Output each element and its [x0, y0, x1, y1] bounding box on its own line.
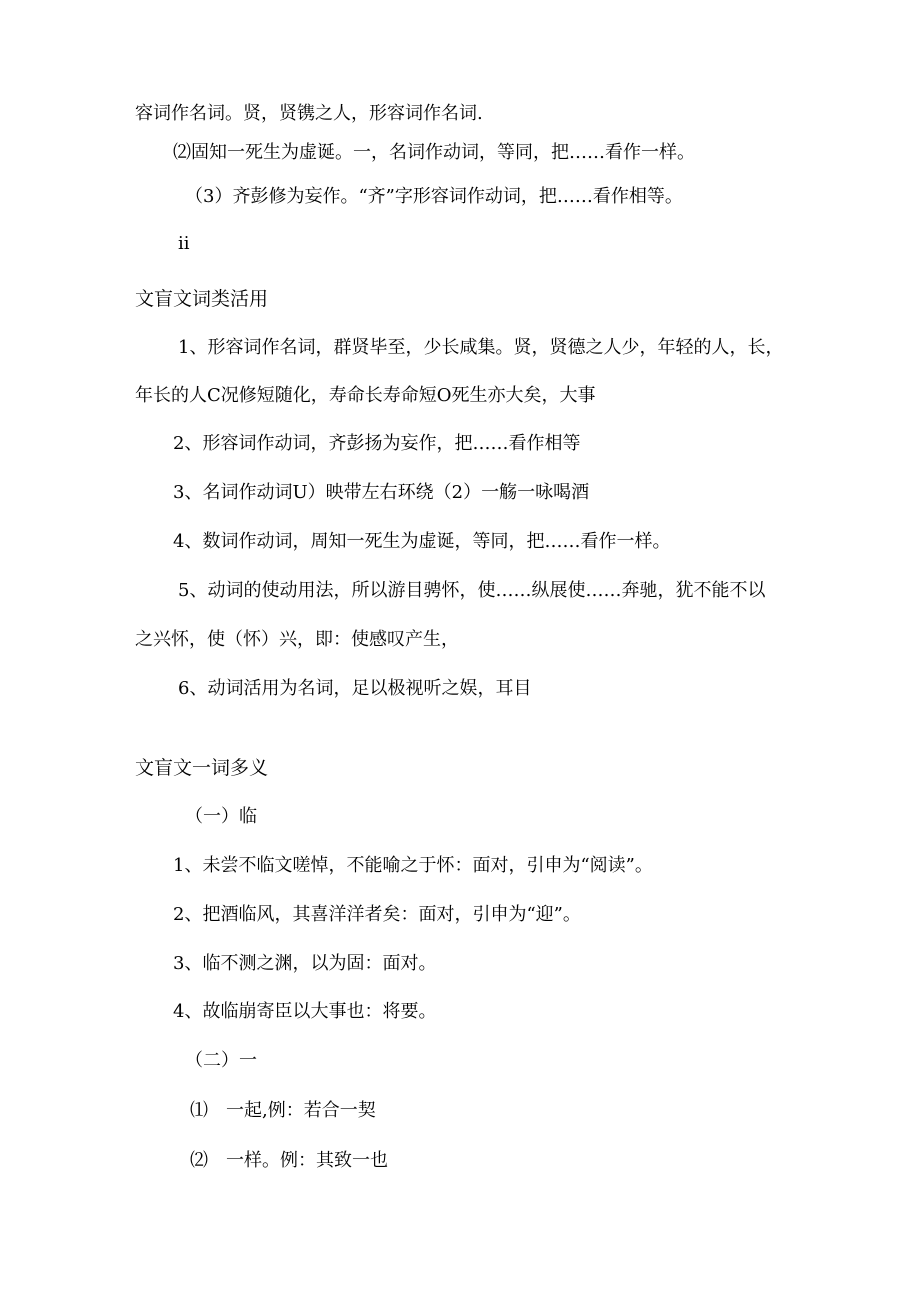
list-item: 1、未尝不临文嗟悼，不能喻之于怀：面对，引申为“阅读”。 — [173, 855, 653, 876]
list-item: 5、动词的使动用法，所以游目骋怀，使……纵展使……奔驰，犹不能不以 — [178, 580, 766, 601]
subsection-title-yi: （二）一 — [185, 1050, 257, 1071]
list-item: 2、把酒临风，其喜洋洋者矣：面对，引申为“迎”。 — [173, 904, 581, 925]
section-heading-polysemy: 文盲文一词多义 — [135, 757, 269, 779]
paragraph-line-2: ⑵固知一死生为虚诞。一，名词作动词，等同，把……看作一样。 — [173, 142, 695, 163]
list-item: 3、名词作动词U）映带左右环绕（2）一觞一咏喝酒 — [173, 482, 590, 503]
paragraph-line-4: ii — [178, 233, 190, 254]
list-item: ⑵ 一样。例：其致一也 — [190, 1150, 388, 1171]
list-item: ⑴ 一起,例：若合一契 — [190, 1100, 376, 1121]
list-item: 3、临不测之渊，以为固：面对。 — [173, 953, 437, 974]
list-item: 4、故临崩寄臣以大事也：将要。 — [173, 1001, 437, 1022]
list-item: 6、动词活用为名词，足以极视听之娱，耳目 — [178, 678, 532, 699]
list-item: 2、形容词作动词，齐彭扬为妄作，把……看作相等 — [173, 433, 581, 454]
list-item: 4、数词作动词，周知一死生为虚诞，等同，把……看作一样。 — [173, 531, 671, 552]
list-item: 之兴怀，使（怀）兴，即：使感叹产生， — [135, 629, 459, 650]
section-heading-word-class: 文盲文词类活用 — [135, 288, 269, 310]
list-item: 1、形容词作名词，群贤毕至，少长咸集。贤，贤德之人少，年轻的人，长， — [178, 337, 784, 358]
subsection-title-lin: （一）临 — [185, 806, 257, 827]
paragraph-line-1: 容词作名词。贤，贤镌之人，形容词作名词. — [135, 103, 483, 124]
list-item: 年长的人C况修短随化，寿命长寿命短O死生亦大矣，大事 — [135, 385, 596, 406]
paragraph-line-3: （3）齐彭修为妄作。“齐”字形容词作动词，把……看作相等。 — [185, 186, 683, 207]
